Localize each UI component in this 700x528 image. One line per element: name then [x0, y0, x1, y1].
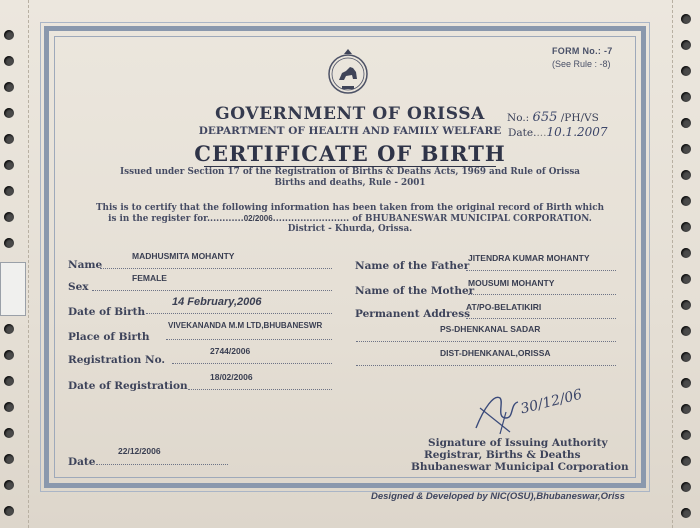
dob-value: 14 February,2006	[172, 296, 262, 308]
pob-value: VIVEKANANDA M.M LTD,BHUBANESWR	[168, 321, 323, 330]
date-dotline	[96, 464, 228, 465]
father-dotline	[466, 270, 616, 271]
mother-dotline	[468, 294, 616, 295]
signature-line-3: Bhubaneswar Municipal Corporation	[411, 461, 629, 473]
reg-date-dotline	[188, 389, 332, 390]
mother-value: MOUSUMI MOHANTY	[468, 278, 555, 288]
address-line-2: PS-DHENKANAL SADAR	[440, 324, 541, 334]
father-value: JITENDRA KUMAR MOHANTY	[468, 253, 590, 263]
side-stamp-strip	[0, 262, 26, 316]
mother-label: Name of the Mother	[355, 285, 475, 297]
certificate-number	[507, 110, 599, 125]
right-tractor-holes	[681, 0, 697, 528]
signature-line-1: Signature of Issuing Authority	[428, 437, 608, 449]
pob-dotline	[166, 339, 332, 340]
sex-value: FEMALE	[132, 273, 167, 283]
name-value: MADHUSMITA MOHANTY	[132, 251, 235, 261]
reg-date-value: 18/02/2006	[210, 372, 253, 382]
issued-under-text	[0, 167, 700, 189]
name-dotline	[100, 268, 332, 269]
certificate-title: CERTIFICATE OF BIRTH	[194, 141, 506, 166]
footer-credit: Designed & Developed by NIC(OSU),Bhubaneswar,Oriss	[371, 491, 625, 502]
address-label: Permanent Address	[355, 308, 471, 320]
address-dotline-1	[466, 318, 616, 319]
issued-line-1: Issued under Section 17 of the Registration of Births & Deaths Acts, 1969 and Rule of Orissa	[120, 167, 580, 177]
date-value: 10.1.2007	[546, 125, 608, 139]
name-label: Name	[68, 259, 103, 271]
date-label: Date	[68, 456, 96, 468]
form-number: FORM No.: -7	[552, 46, 613, 56]
father-label: Name of the Father	[355, 260, 470, 272]
sex-label: Sex	[68, 281, 89, 293]
left-perforation	[28, 0, 29, 528]
signature-line-2: Registrar, Births & Deaths	[424, 449, 581, 461]
address-dotline-3	[356, 365, 616, 366]
no-value: 655	[532, 110, 558, 125]
certificate-date: Date....10.1.2007	[508, 125, 608, 139]
certify-line-2: is in the register for............02/2006......................... of BHUBANESWAR MUNICIPAL CORPORATION.	[108, 213, 592, 224]
address-line-1: AT/PO-BELATIKIRI	[466, 302, 542, 312]
reg-no-dotline	[172, 363, 332, 364]
no-suffix: /PH/VS	[560, 112, 599, 124]
government-heading: GOVERNMENT OF ORISSA	[215, 104, 485, 124]
date-value: 22/12/2006	[118, 446, 161, 456]
address-line-3: DIST-DHENKANAL,ORISSA	[440, 348, 551, 358]
reg-no-label: Registration No.	[68, 354, 166, 366]
corporation-name: BHUBANESWAR MUNICIPAL CORPORATION.	[365, 213, 592, 224]
issued-line-2: Births and deaths, Rule - 2001	[274, 178, 426, 188]
right-perforation	[672, 0, 673, 528]
signature-date-handwritten: 30/12/06	[518, 386, 584, 418]
certify-line-1: This is to certify that the following information has been taken from the original record of Birth which	[96, 203, 604, 213]
pob-label: Place of Birth	[68, 331, 150, 343]
register-value: 02/2006	[243, 213, 273, 223]
no-label: No.:	[507, 112, 530, 124]
reg-date-label: Date of Registration	[68, 380, 188, 392]
dob-label: Date of Birth	[68, 306, 146, 318]
district-line: District - Khurda, Orissa.	[287, 224, 413, 234]
department-heading: DEPARTMENT OF HEALTH AND FAMILY WELFARE	[198, 125, 502, 137]
dob-dotline	[146, 313, 332, 314]
sex-dotline	[92, 290, 332, 291]
certify-text	[0, 203, 700, 235]
state-emblem-icon	[322, 46, 374, 98]
see-rule: (See Rule : -8)	[552, 59, 611, 69]
reg-no-value: 2744/2006	[210, 346, 251, 356]
address-dotline-2	[356, 341, 616, 342]
date-label: Date.	[508, 127, 537, 139]
